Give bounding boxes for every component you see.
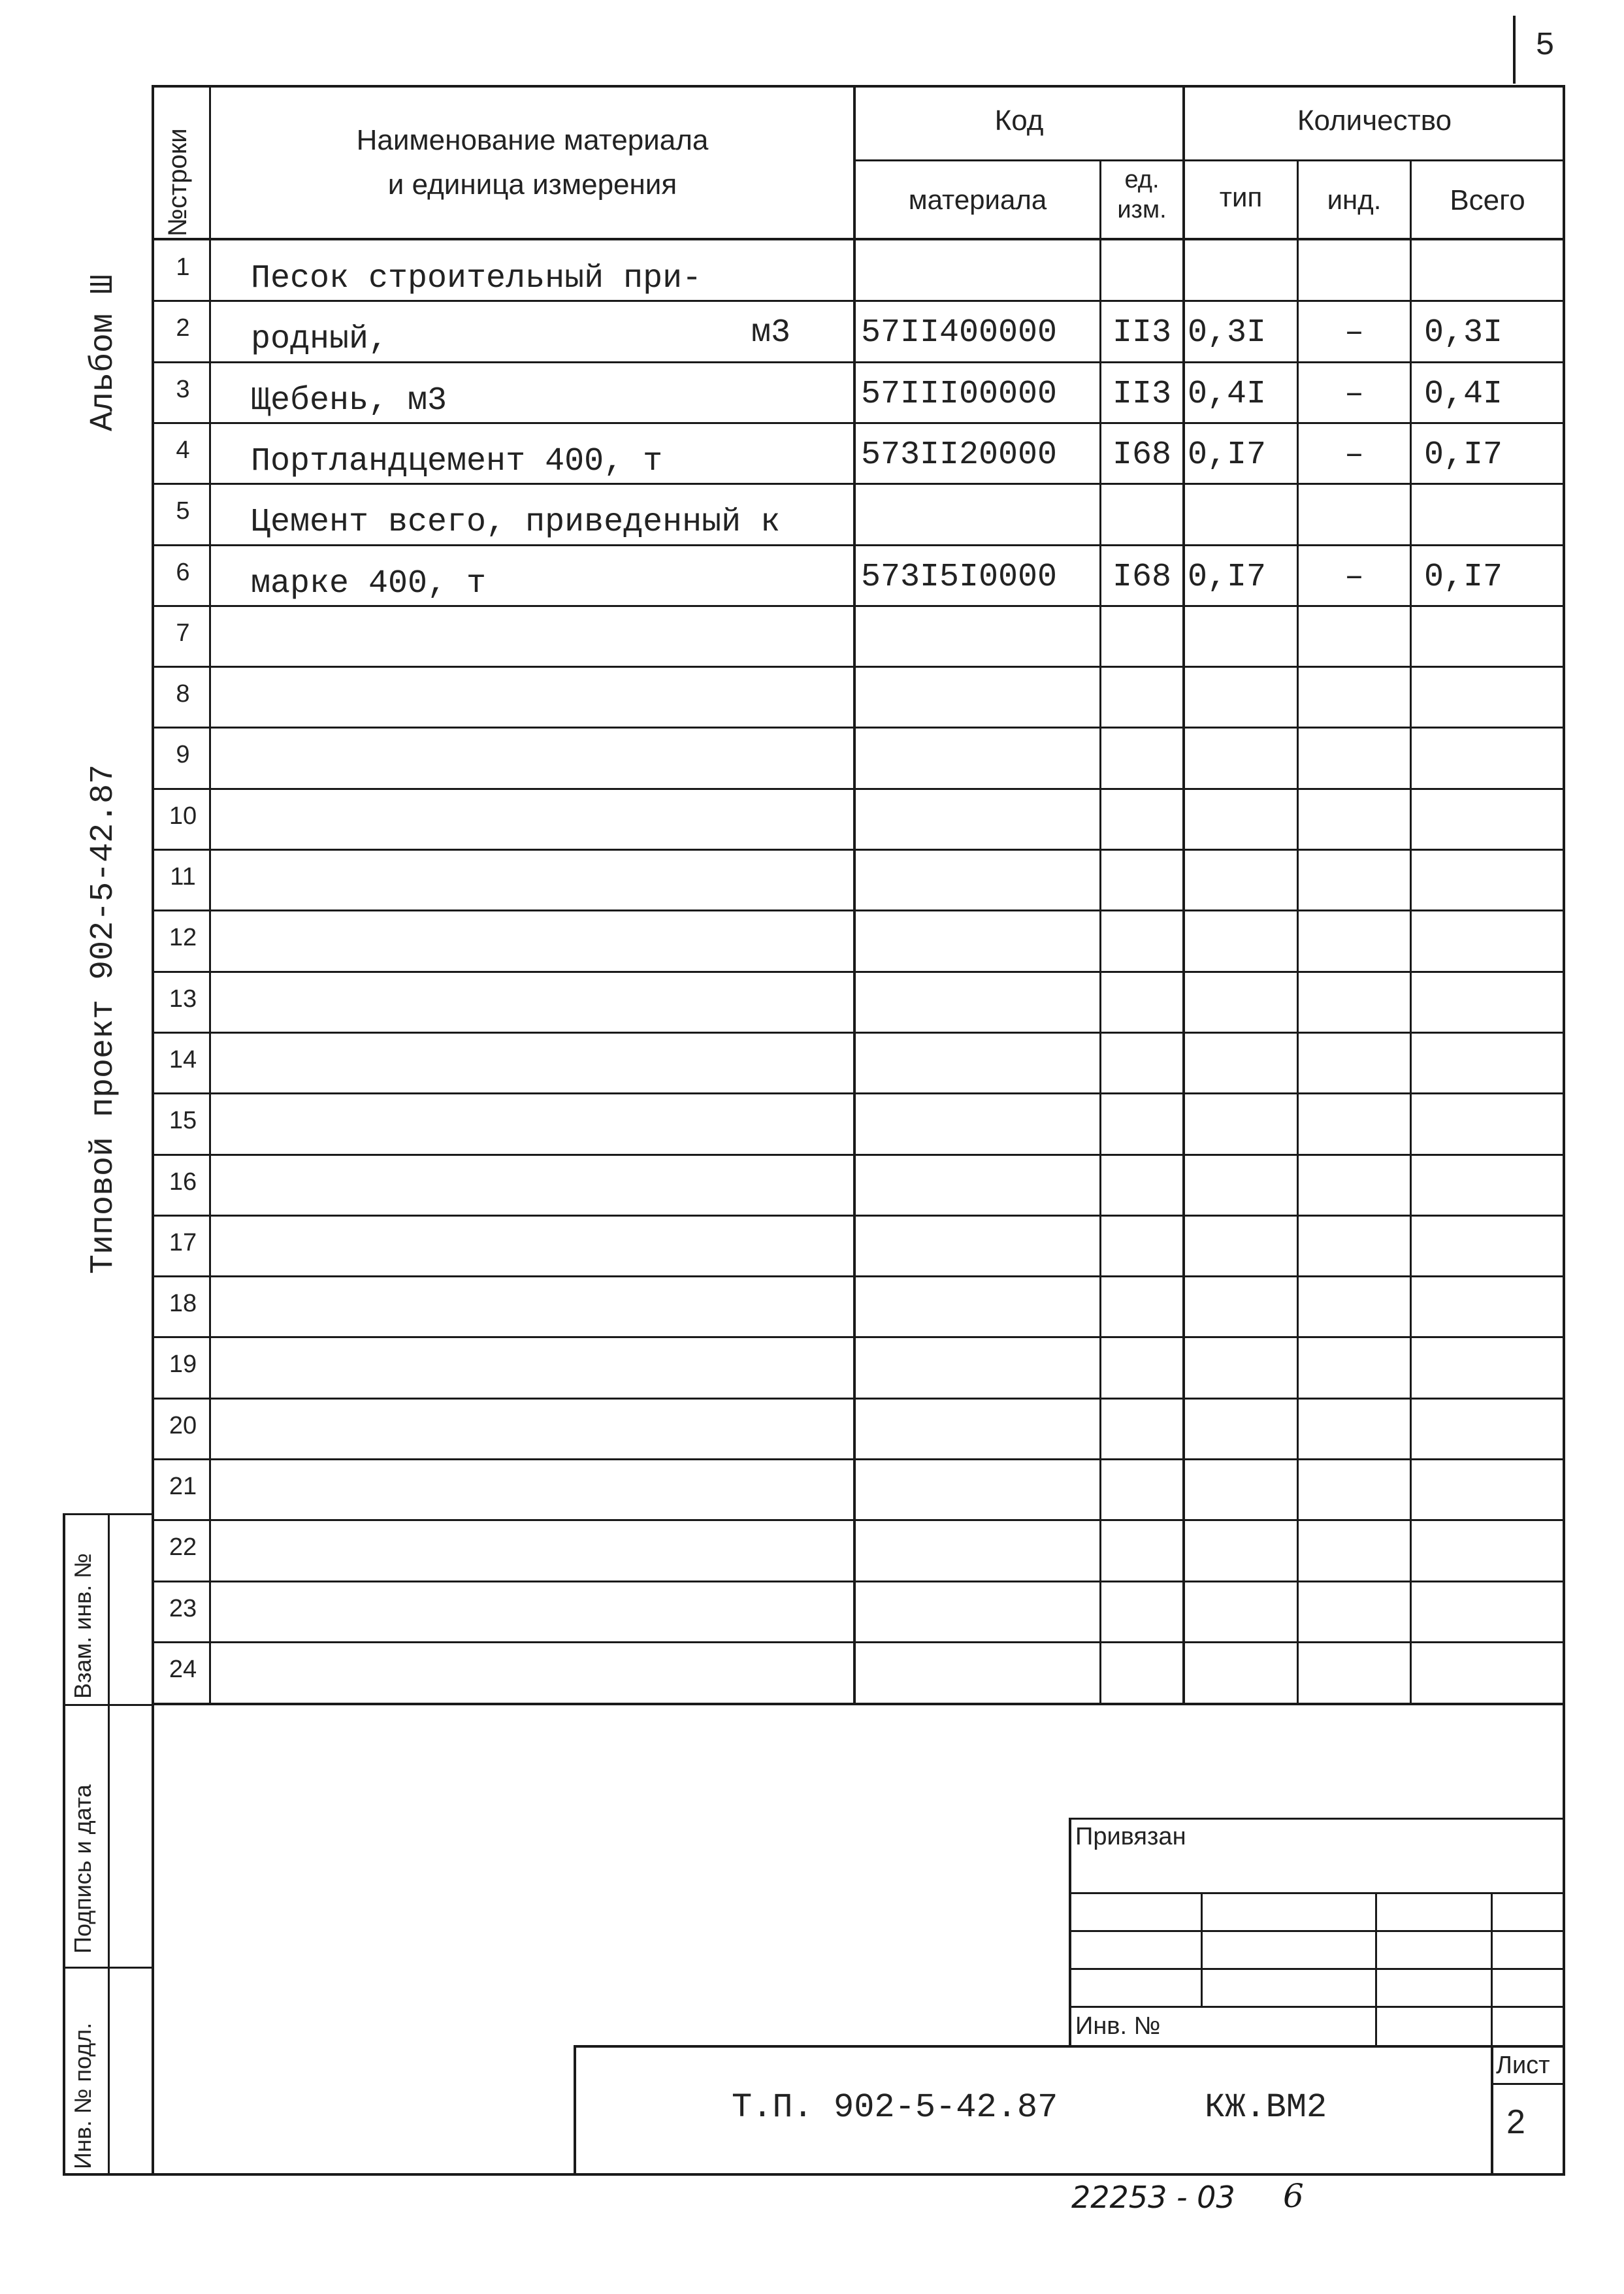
row-number: 17 [169,1229,197,1256]
stamp-sheet-label: Лист [1496,2052,1550,2079]
cell-code: 57II400000 [861,314,1058,352]
material-name: Портландцемент 400, т [251,443,663,480]
row-separator [154,422,1564,424]
row-separator [154,483,1564,485]
row-number: 5 [176,497,190,525]
stamp-doc-mark: КЖ.ВМ2 [1205,2088,1327,2127]
material-name: Песок строительный при- [251,260,702,297]
row-number: 18 [169,1290,197,1317]
header-name-line1: Наименование материала [356,124,709,156]
page-number: 5 [1535,27,1555,65]
row-number: 13 [169,985,197,1013]
cell-type: 0,4I [1188,376,1267,413]
row-separator [154,1336,1564,1338]
label-vzam-inv: Взам. инв. № [69,1552,96,1699]
row-number: 10 [169,802,197,830]
row-number: 12 [169,924,197,951]
header-unit-line2: изм. [1117,196,1167,223]
row-separator [154,605,1564,607]
header-material: материала [908,184,1047,215]
row-separator [154,1275,1564,1277]
row-number: 8 [176,680,190,708]
cell-code: 57III00000 [861,376,1058,413]
row-number: 3 [176,376,190,403]
cell-type: 0,I7 [1188,436,1267,474]
stamp-privyazan: Привязан [1075,1823,1186,1850]
row-number: 4 [176,436,190,464]
row-number: 1 [176,254,190,281]
row-number: 22 [169,1533,197,1561]
row-number: 21 [169,1473,197,1500]
side-title-album: Альбом Ш [85,274,122,431]
material-name: Цемент всего, приведенный к [251,504,781,541]
label-inv-podl: Инв. № подл. [69,2022,96,2169]
header-quantity: Количество [1297,105,1452,137]
stamp-inv-no: Инв. № [1075,2012,1161,2040]
row-number: 14 [169,1046,197,1073]
row-separator [154,971,1564,973]
cell-unit: II3 [1112,314,1171,352]
row-separator [154,1092,1564,1094]
row-number: 7 [176,619,190,647]
cell-ind: – [1344,559,1364,596]
stamp-doc-code: Т.П. 902-5-42.87 [732,2088,1058,2127]
cell-unit: I68 [1112,559,1171,596]
header-row-no: №строки [163,128,192,237]
cell-ind: – [1344,376,1364,413]
row-separator [154,300,1564,302]
row-separator [154,788,1564,790]
row-number: 20 [169,1412,197,1439]
cell-total: 0,4I [1424,376,1503,413]
row-separator [154,1458,1564,1460]
header-ind: инд. [1327,184,1382,215]
cell-type: 0,I7 [1188,559,1267,596]
header-code: Код [994,105,1044,137]
material-unit-text: м3 [751,314,791,352]
material-name: Щебень, м3 [251,382,447,419]
stamp-sheet-no: 2 [1506,2103,1525,2141]
material-name: марке 400, т [251,565,487,602]
row-separator [154,544,1564,546]
cell-ind: – [1344,314,1364,352]
row-number: 16 [169,1168,197,1196]
row-number: 15 [169,1107,197,1134]
row-number: 2 [176,314,190,342]
header-type: тип [1219,182,1263,212]
footer-number: 22253 - 03 [1071,2180,1235,2215]
row-separator [154,361,1564,363]
cell-total: 0,I7 [1424,559,1503,596]
row-separator [154,1154,1564,1156]
cell-type: 0,3I [1188,314,1267,352]
row-number: 11 [170,863,196,891]
cell-ind: – [1344,436,1364,474]
row-number: 6 [176,559,190,586]
row-separator [154,1581,1564,1582]
row-separator [154,727,1564,729]
header-total: Всего [1450,184,1525,216]
row-separator [154,1641,1564,1643]
row-number: 24 [169,1656,197,1683]
cell-unit: I68 [1112,436,1171,474]
material-name: родный, [251,321,389,358]
row-separator [154,909,1564,911]
cell-code: 573I5I0000 [861,559,1058,596]
cell-code: 573II20000 [861,436,1058,474]
cell-unit: II3 [1112,376,1171,413]
row-separator [154,1519,1564,1521]
side-title-project: Типовой проект 902-5-42.87 [85,764,122,1274]
row-separator [154,1215,1564,1217]
label-podpis-data: Подпись и дата [69,1784,96,1954]
row-number: 9 [176,741,190,768]
footer-copy: 6 [1283,2177,1304,2215]
row-number: 23 [169,1595,197,1622]
cell-total: 0,I7 [1424,436,1503,474]
header-name-line2: и единица измерения [387,169,677,201]
header-unit-line1: ед. [1124,166,1160,193]
row-separator [154,1398,1564,1400]
row-number: 19 [169,1351,197,1378]
row-separator [154,1032,1564,1034]
row-separator [154,666,1564,668]
row-separator [154,849,1564,851]
cell-total: 0,3I [1424,314,1503,352]
